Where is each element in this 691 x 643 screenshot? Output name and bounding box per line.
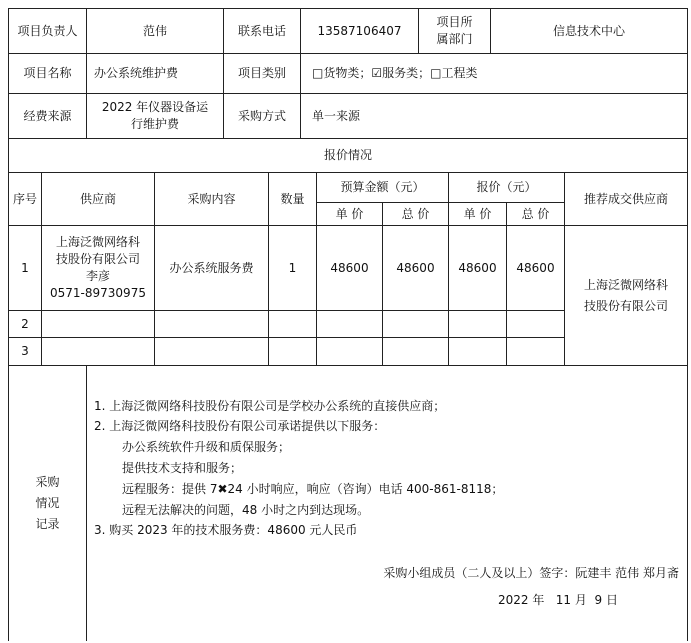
row-seq: 2 [21, 316, 29, 331]
row-supplier [42, 226, 154, 310]
header-budget: 预算金额（元） [340, 180, 425, 194]
header-quantity: 数量 [280, 191, 305, 206]
phone-label: 联系电话 [237, 23, 286, 38]
project-name-value: 办公系统维护费 [94, 66, 179, 80]
recommended-supplier-line: 上海泛微网络科 [583, 277, 668, 292]
header-seq: 序号 [12, 191, 37, 206]
row-quantity: 1 [288, 260, 297, 275]
category-option-goods: □货物类； [312, 66, 372, 80]
recommended-supplier-line: 技股份有限公司 [583, 298, 668, 313]
record-item: 2. 上海泛微网络科技股份有限公司承诺提供以下服务： [94, 419, 386, 433]
signature-line: 采购小组成员（二人及以上）签字：阮建丰 范伟 郑月斋 [383, 566, 679, 580]
supplier-name-line: 上海泛微网络科 [55, 235, 140, 249]
project-category-options [312, 54, 682, 93]
row-quote-total: 48600 [516, 260, 555, 275]
record-label-line: 记录 [35, 517, 60, 531]
dept-label-line: 属部门 [436, 32, 473, 46]
record-date: 2022 年 11 月 9 日 [498, 593, 618, 607]
dept-value: 信息技术中心 [552, 23, 625, 38]
quote-section-title: 报价情况 [323, 148, 372, 162]
row-budget-unit: 48600 [330, 260, 369, 275]
record-label-line: 采购 [35, 475, 60, 489]
record-item: 3. 购买 2023 年的技术服务费：48600 元人民币 [94, 523, 358, 537]
recommended-supplier [565, 226, 687, 365]
grid-line [8, 365, 688, 366]
grid-line [8, 337, 564, 338]
grid-line [8, 310, 564, 311]
supplier-phone: 0571-89730975 [50, 286, 146, 300]
record-subitem: 远程服务：提供 7✖24 小时响应，响应（咨询）电话 400-861-8118； [122, 482, 504, 496]
header-content: 采购内容 [187, 191, 236, 206]
fund-source-label: 经费来源 [23, 108, 72, 123]
row-budget-total: 48600 [396, 260, 435, 275]
header-budget-total: 总 价 [401, 206, 430, 221]
phone-value: 13587106407 [317, 23, 402, 38]
category-option-services: ☑服务类； [371, 66, 431, 80]
category-option-engineering: □工程类 [430, 66, 478, 80]
grid-line [687, 8, 688, 641]
record-label-line: 情况 [35, 496, 60, 510]
record-label [9, 366, 86, 641]
supplier-contact: 李彦 [85, 269, 110, 283]
header-quote-total: 总 价 [521, 206, 550, 221]
fund-source-line: 行维护费 [130, 117, 179, 131]
row-content: 办公系统服务费 [169, 260, 254, 275]
fund-source-line: 2022 年仪器设备运 [101, 100, 209, 114]
dept-label [419, 9, 490, 53]
record-subitem: 办公系统软件升级和质保服务； [122, 440, 291, 454]
grid-line [86, 365, 87, 641]
row-seq: 1 [21, 260, 29, 275]
manager-value: 范伟 [142, 23, 167, 38]
record-subitem: 远程无法解决的问题，48 小时之内到达现场。 [122, 503, 370, 517]
record-subitem: 提供技术支持和服务； [122, 461, 243, 475]
purchase-method-value: 单一来源 [312, 108, 361, 123]
header-quote-unit: 单 价 [463, 206, 492, 221]
project-name-label: 项目名称 [23, 66, 72, 80]
fund-source-value [87, 94, 223, 138]
project-category-label: 项目类别 [237, 66, 286, 80]
header-recommended: 推荐成交供应商 [583, 191, 668, 206]
dept-label-line: 项目所 [436, 15, 473, 29]
row-quote-unit: 48600 [458, 260, 497, 275]
header-supplier: 供应商 [79, 191, 116, 206]
row-seq: 3 [21, 344, 29, 358]
manager-label: 项目负责人 [17, 23, 78, 38]
purchase-method-label: 采购方式 [237, 108, 286, 123]
header-budget-unit: 单 价 [335, 206, 364, 221]
header-quote: 报价（元） [476, 180, 537, 194]
record-item: 1. 上海泛微网络科技股份有限公司是学校办公系统的直接供应商； [94, 399, 446, 413]
supplier-name-line: 技股份有限公司 [55, 252, 140, 266]
